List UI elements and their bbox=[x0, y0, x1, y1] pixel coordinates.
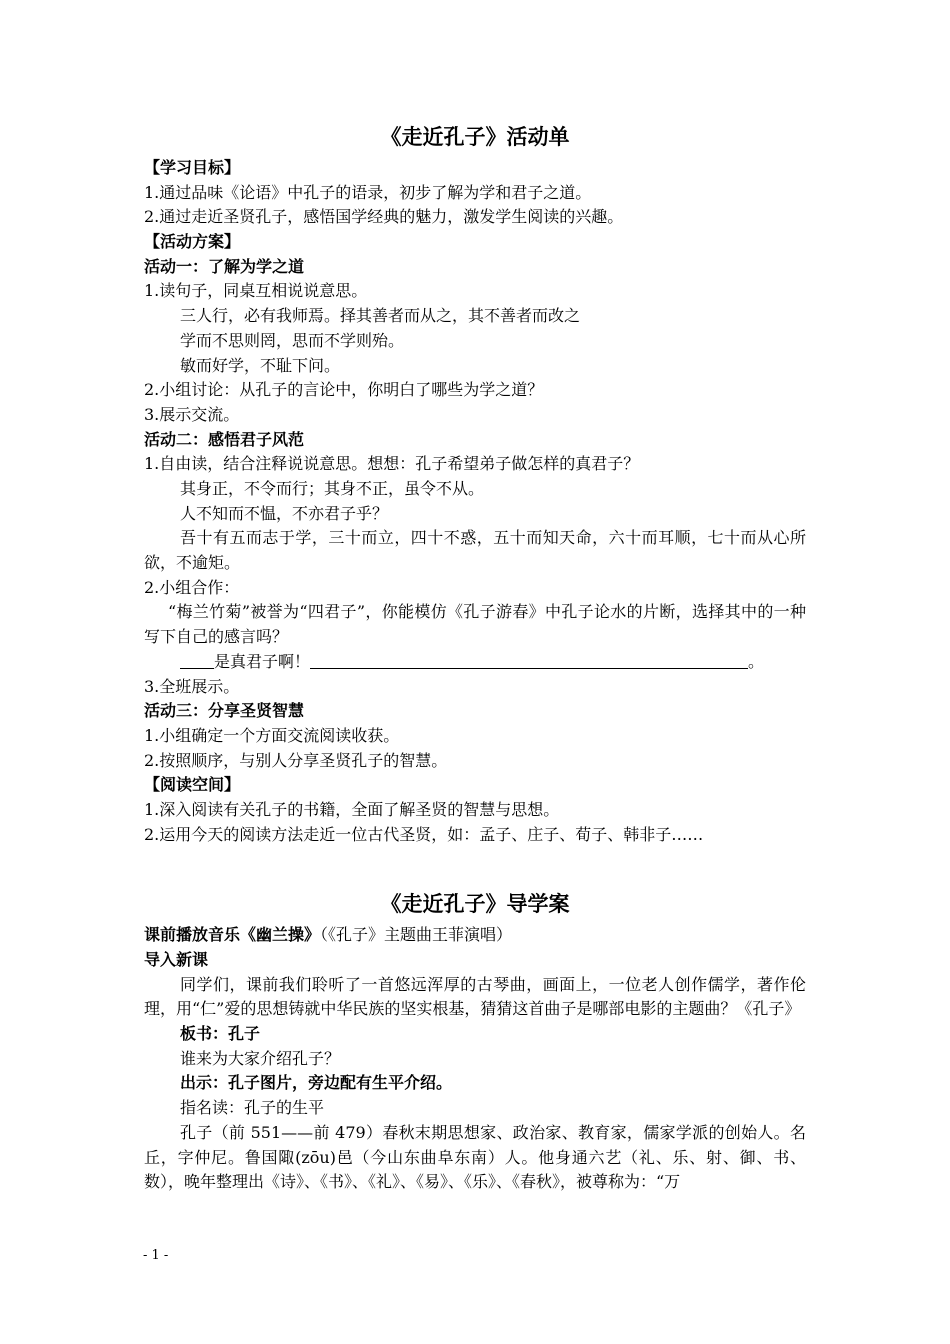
activity1-item1: 1.读句子，同桌互相说说意思。 bbox=[144, 281, 368, 301]
goals-heading: 【学习目标】 bbox=[144, 158, 241, 177]
fill-blank-long[interactable] bbox=[310, 652, 748, 669]
worksheet-title: 《走近孔子》活动单 bbox=[380, 125, 570, 149]
activity2-item3: 3.全班展示。 bbox=[144, 676, 240, 696]
reading-item: 1.深入阅读有关孔子的书籍，全面了解圣贤的智慧与思想。 bbox=[144, 799, 560, 819]
task-paragraph: “梅兰竹菊”被誉为“四君子”，你能模仿《孔子游春》中孔子论水的片断，选择其中的一种写下自己的感言吗？ bbox=[144, 602, 806, 647]
music-rest: （《孔子》主题曲王菲演唱） bbox=[320, 925, 513, 945]
intro-heading: 导入新课 bbox=[144, 950, 209, 969]
plan-heading: 【活动方案】 bbox=[144, 232, 241, 252]
fill-end: 。 bbox=[748, 651, 765, 671]
reading-heading: 【阅读空间】 bbox=[144, 775, 241, 795]
activity2-item2: 2.小组合作： bbox=[144, 577, 240, 597]
quote-line: 学而不思则罔，思而不学则殆。 bbox=[180, 330, 405, 350]
reading-item: 2.运用今天的阅读方法走近一位古代圣贤，如：孟子、庄子、荀子、韩非子…… bbox=[144, 824, 704, 844]
fill-blank-short[interactable] bbox=[180, 652, 214, 669]
music-line bbox=[144, 923, 806, 948]
activity2-item1: 1.自由读，结合注释说说意思。想想：孔子希望弟子做怎样的真君子？ bbox=[144, 454, 640, 474]
quote-line: 三人行，必有我师焉。择其善者而从之，其不善者而改之 bbox=[180, 306, 581, 326]
goal-item: 1.通过品味《论语》中孔子的语录，初步了解为学和君子之道。 bbox=[144, 182, 592, 202]
fill-in-line bbox=[144, 650, 806, 675]
bio-paragraph: 孔子（前 551——前 479）春秋末期思想家、政治家、教育家，儒家学派的创始人。名丘，字仲尼。鲁国陬(zōu)邑（今山东曲阜东南）人。他身通六艺（礼、乐、射、御、书、数），晚年整理出《诗》、《书》、《礼》、《易》、《乐》、《春秋》，被尊称为：“万 bbox=[144, 1122, 806, 1192]
board-note: 板书：孔子 bbox=[180, 1024, 261, 1044]
activity2-heading: 活动二：感悟君子风范 bbox=[144, 429, 305, 449]
activity1-heading: 活动一：了解为学之道 bbox=[144, 256, 305, 276]
intro-paragraph: 同学们，课前我们聆听了一首悠远浑厚的古琴曲，画面上，一位老人创作儒学，著作伦理，用“仁”爱的思想铸就中华民族的坚实根基，猜猜这首曲子是哪部电影的主题曲？《孔子》 bbox=[144, 974, 806, 1019]
read-line: 指名读：孔子的生平 bbox=[180, 1098, 325, 1118]
document-page bbox=[144, 118, 806, 1195]
quote-paragraph: 吾十有五而志于学，三十而立，四十不惑，五十而知天命，六十而耳顺，七十而从心所欲，不逾矩。 bbox=[144, 528, 806, 573]
guide-title: 《走近孔子》导学案 bbox=[380, 892, 570, 917]
activity1-item3: 3.展示交流。 bbox=[144, 404, 240, 424]
show-note: 出示：孔子图片，旁边配有生平介绍。 bbox=[180, 1073, 453, 1093]
music-bold: 课前播放音乐《幽兰操》 bbox=[144, 925, 321, 945]
activity3-item2: 2.按照顺序，与别人分享圣贤孔子的智慧。 bbox=[144, 750, 448, 770]
question-line: 谁来为大家介绍孔子？ bbox=[180, 1048, 341, 1068]
goal-item: 2.通过走近圣贤孔子，感悟国学经典的魅力，激发学生阅读的兴趣。 bbox=[144, 207, 624, 227]
quote-line: 敏而好学，不耻下问。 bbox=[180, 355, 341, 375]
quote-line: 其身正，不令而行；其身不正，虽令不从。 bbox=[180, 478, 485, 498]
quote-line: 人不知而不愠，不亦君子乎？ bbox=[180, 503, 389, 523]
activity3-item1: 1.小组确定一个方面交流阅读收获。 bbox=[144, 725, 400, 745]
page-number: - 1 - bbox=[143, 1248, 169, 1263]
fill-text: 是真君子啊！ bbox=[214, 651, 311, 671]
activity1-item2: 2.小组讨论：从孔子的言论中，你明白了哪些为学之道？ bbox=[144, 380, 544, 400]
activity3-heading: 活动三：分享圣贤智慧 bbox=[144, 701, 305, 721]
